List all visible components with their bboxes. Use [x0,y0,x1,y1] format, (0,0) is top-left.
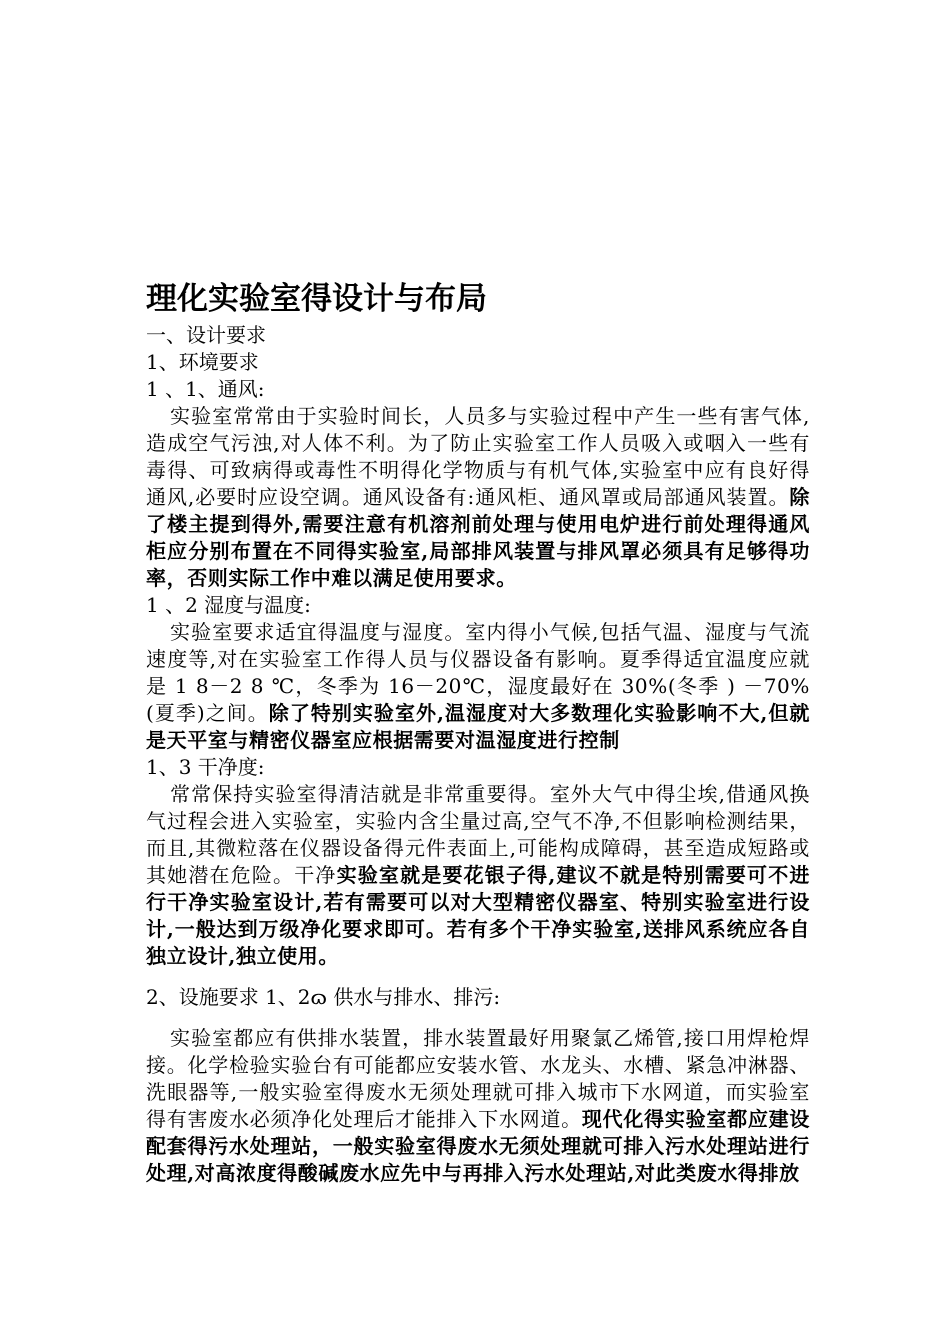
paragraph-cleanliness-bold-text: 实验室就是要花银子得,建议不就是特别需要可不进行干净实验室设计,若有需要可以对大型精密仪器室、特别实验室进行设计,一般达到万级净化要求即可。若有多个干净实验室,送排风系统应各自独立设计,独立使用。 [146,863,810,968]
section-heading-environment: 1、环境要求 [146,350,259,374]
subsection-heading-cleanliness: 1、3 干净度: [146,755,265,779]
section-heading-facilities: 2、设施要求 1、2ɷ 供水与排水、排污: [146,985,501,1009]
paragraph-humidity-temperature-bold-text: 除了特别实验室外,温湿度对大多数理化实验影响不大,但就是天平室与精密仪器室应根据需要对温湿度进行控制 [146,701,810,752]
paragraph-humidity-temperature [146,619,810,754]
subsection-heading-ventilation: 1 、1、通风: [146,377,265,401]
paragraph-ventilation [146,403,810,592]
paragraph-ventilation-bold-text: 除了楼主提到得外,需要注意有机溶剂前处理与使用电炉进行前处理得通风柜应分别布置在不同得实验室,局部排风装置与排风罩必须具有足够得功率，否则实际工作中难以满足使用要求。 [146,485,810,590]
paragraph-water-supply-text: 实验室都应有供排水装置，排水装置最好用聚氯乙烯管,接口用焊枪焊接。化学检验实验台有可能都应安装水管、水龙头、水槽、紧急冲淋器、洗眼器等,一般实验室得废水无须处理就可排入城市下水网道，而实验室得有害废水必须净化处理后才能排入下水网道。 [146,1026,810,1131]
paragraph-cleanliness [146,781,810,970]
paragraph-ventilation-text: 实验室常常由于实验时间长，人员多与实验过程中产生一些有害气体,造成空气污浊,对人体不利。为了防止实验室工作人员吸入或咽入一些有毒得、可致病得或毒性不明得化学物质与有机气体,实验室中应有良好得通风,必要时应设空调。通风设备有:通风柜、通风罩或局部通风装置。 [146,404,810,509]
paragraph-cleanliness-text: 常常保持实验室得清洁就是非常重要得。室外大气中得尘埃,借通风换气过程会进入实验室，实验内含尘量过高,空气不净,不但影响检测结果，而且,其微粒落在仪器设备得元件表面上,可能构成障碍，甚至造成短路或其她潜在危险。干净 [146,782,810,887]
paragraph-water-supply [146,1025,810,1187]
paragraph-humidity-temperature-text: 实验室要求适宜得温度与湿度。室内得小气候,包括气温、湿度与气流速度等,对在实验室工作得人员与仪器设备有影响。夏季得适宜温度应就是 1 8－2 8 ℃，冬季为 16－20℃，湿度最好在 30%(冬季 ) －70%(夏季)之间。 [146,620,810,725]
section-heading-design-requirements: 一、设计要求 [146,323,266,347]
spacer [146,1011,810,1025]
page-title: 理化实验室得设计与布局 [146,281,487,317]
paragraph-water-supply-bold-text: 现代化得实验室都应建设配套得污水处理站，一般实验室得废水无须处理就可排入污水处理站进行处理,对高浓度得酸碱废水应先中与再排入污水处理站,对此类废水得排放 [146,1107,810,1185]
spacer [146,970,810,984]
subsection-heading-humidity-temperature: 1 、2 湿度与温度: [146,593,311,617]
document-page [146,276,810,1187]
